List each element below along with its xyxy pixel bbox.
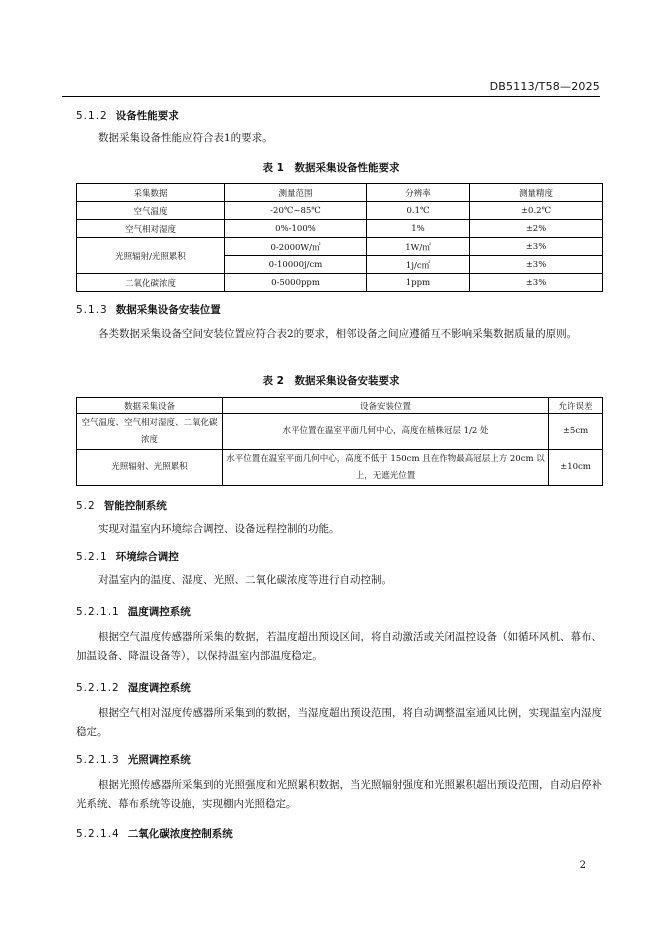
table-header-cell: 数据采集设备 — [77, 398, 223, 414]
section-heading-5-2 — [76, 498, 167, 513]
table-cell: 水平位置在温室平面几何中心，高度在植株冠层 1/2 处 — [223, 414, 549, 450]
table-cell: 0%-100% — [225, 220, 367, 238]
table-cell: 水平位置在温室平面几何中心，高度不低于 150cm 且在作物最高冠层上方 20cm 以上，无遮光位置 — [223, 450, 549, 486]
table-cell: 0-5000ppm — [225, 274, 367, 292]
paragraph-5-1-3: 各类数据采集设备空间安装位置应符合表2的要求，相邻设备之间应遵循互不影响采集数据质量的原则。 — [98, 328, 578, 340]
table-header-cell: 允许误差 — [549, 398, 603, 414]
paragraph-5-2-1-1: 根据空气温度传感器所采集的数据，若温度超出预设区间，将自动激活或关闭温控设备（如循环风机、幕布、加温设备、降温设备等），以保持温室内部温度稳定。 — [76, 631, 602, 662]
section-number: 5.2.1 — [76, 551, 108, 563]
paragraph-5-2-1-2: 根据空气相对湿度传感器所采集到的数据，当湿度超出预设范围，将自动调整温室通风比例，实现温室内湿度稳定。 — [76, 707, 602, 738]
table-cell: 0-10000j/cm — [225, 256, 367, 274]
table-cell: 0.1℃ — [367, 202, 470, 220]
table-cell: 光照辐射、光照累积 — [77, 450, 223, 486]
table-header-cell: 设备安装位置 — [223, 398, 549, 414]
table-header-cell: 测量精度 — [470, 184, 603, 202]
table-cell: 1ppm — [367, 274, 470, 292]
table-cell: ±10cm — [549, 450, 603, 486]
section-heading-5-2-1 — [76, 549, 179, 564]
table-cell: 1W/㎡ — [367, 238, 470, 256]
table-cell: 空气温度 — [77, 202, 225, 220]
table-header-cell: 分辨率 — [367, 184, 470, 202]
table-1-caption: 表 1 数据采集设备性能要求 — [262, 162, 400, 174]
section-number: 5.2 — [76, 500, 96, 512]
section-number: 5.2.1.1 — [76, 606, 120, 618]
section-title: 数据采集设备安装位置 — [115, 304, 221, 316]
table-cell: ±3% — [470, 238, 603, 256]
table-cell: ±5cm — [549, 414, 603, 450]
section-heading-5-2-1-3 — [76, 752, 191, 767]
table-cell: 1% — [367, 220, 470, 238]
table-row — [77, 450, 603, 486]
table-2-caption: 表 2 数据采集设备安装要求 — [262, 375, 400, 387]
table-header-cell: 采集数据 — [77, 184, 225, 202]
table-cell: ±3% — [470, 274, 603, 292]
paragraph-5-2-1: 对温室内的温度、湿度、光照、二氧化碳浓度等进行自动控制。 — [98, 574, 392, 586]
section-heading-5-1-3 — [76, 302, 221, 317]
section-number: 5.2.1.2 — [76, 682, 120, 694]
paragraph-5-2-1-3: 根据光照传感器所采集到的光照强度和光照累积数据，当光照辐射强度和光照累积超出预设范围，自动启停补光系统、幕布系统等设施，实现棚内光照稳定。 — [76, 779, 602, 810]
table-2 — [76, 397, 603, 486]
document-id: DB5113/T58—2025 — [489, 80, 600, 93]
section-title: 湿度调控系统 — [127, 682, 191, 694]
table-cell: 光照辐射/光照累积 — [77, 238, 225, 274]
section-heading-5-1-2 — [76, 108, 179, 123]
section-number: 5.1.3 — [76, 304, 108, 316]
table-header-row — [77, 398, 603, 414]
section-heading-5-2-1-1 — [76, 604, 191, 619]
table-header-cell: 测量范围 — [225, 184, 367, 202]
header-rule — [62, 96, 600, 97]
table-row — [77, 202, 603, 220]
section-title: 二氧化碳浓度控制系统 — [127, 828, 233, 840]
section-heading-5-2-1-4 — [76, 826, 233, 841]
section-title: 光照调控系统 — [127, 754, 191, 766]
section-title: 智能控制系统 — [103, 500, 167, 512]
table-cell: -20℃~85℃ — [225, 202, 367, 220]
table-row — [77, 238, 603, 256]
table-cell: 二氧化碳浓度 — [77, 274, 225, 292]
table-cell: ±3% — [470, 256, 603, 274]
table-cell: 1j/c㎡ — [367, 256, 470, 274]
table-cell: 0-2000W/㎡ — [225, 238, 367, 256]
section-heading-5-2-1-2 — [76, 680, 191, 695]
table-cell: 空气相对湿度 — [77, 220, 225, 238]
page-number: 2 — [579, 860, 586, 871]
table-cell: ±0.2℃ — [470, 202, 603, 220]
section-number: 5.2.1.4 — [76, 828, 120, 840]
section-title: 设备性能要求 — [115, 110, 179, 122]
section-number: 5.1.2 — [76, 110, 108, 122]
paragraph-5-2: 实现对温室内环境综合调控、设备远程控制的功能。 — [98, 523, 340, 535]
table-row — [77, 220, 603, 238]
table-row — [77, 414, 603, 450]
table-cell: ±2% — [470, 220, 603, 238]
table-1 — [76, 183, 603, 292]
section-title: 环境综合调控 — [115, 551, 179, 563]
section-number: 5.2.1.3 — [76, 754, 120, 766]
table-header-row — [77, 184, 603, 202]
paragraph-5-1-2: 数据采集设备性能应符合表1的要求。 — [98, 132, 273, 144]
table-cell: 空气温度、空气相对湿度、二氧化碳浓度 — [77, 414, 223, 450]
section-title: 温度调控系统 — [127, 606, 191, 618]
table-row — [77, 274, 603, 292]
